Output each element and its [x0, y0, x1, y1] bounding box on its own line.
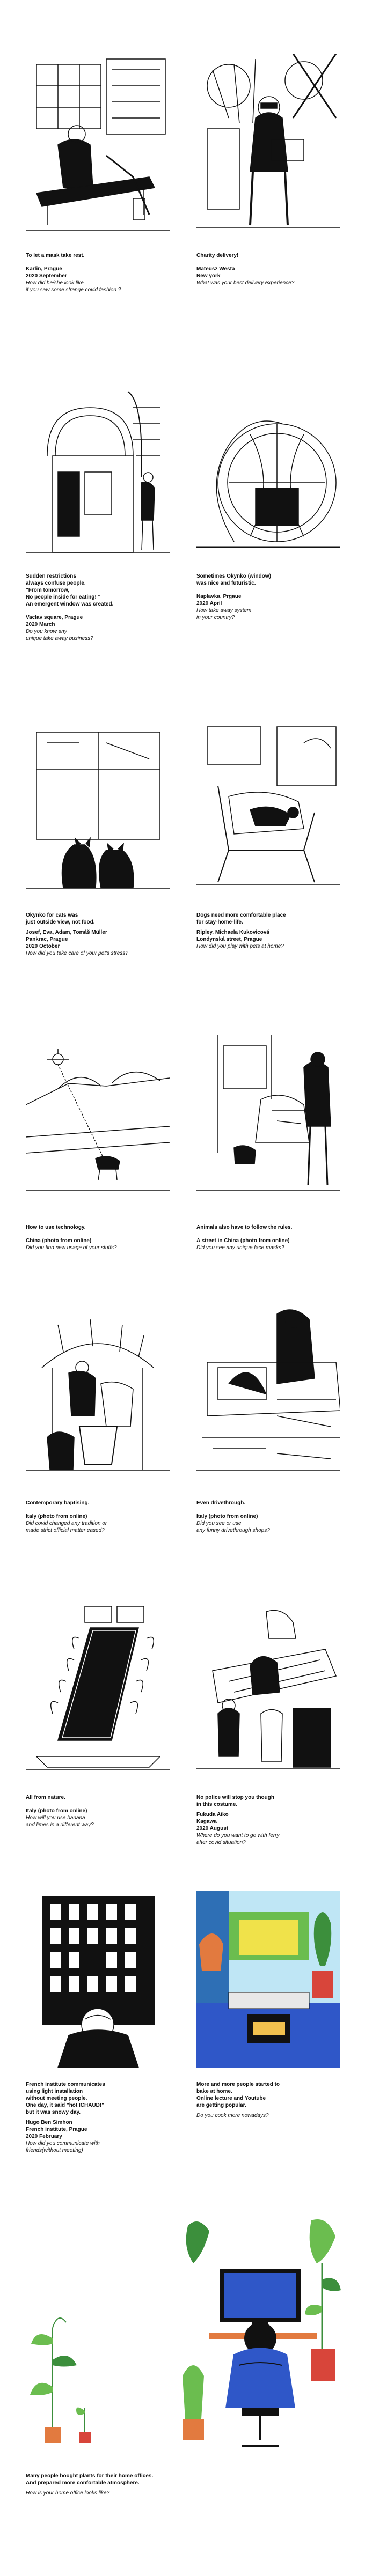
- card-question: How will you use banana and limes in a different way?: [26, 1815, 94, 1828]
- card-question: How take away system in your country?: [196, 608, 252, 621]
- card-title: Even drivethrough.: [196, 1500, 246, 1506]
- card-question: Did you see or use any funny drivethrough shops?: [196, 1520, 270, 1533]
- card-baking: [196, 2081, 340, 2119]
- card-ferry: [196, 1794, 340, 1846]
- card-meta: Italy (photo from online): [196, 1514, 258, 1519]
- card-title: To let a mask take rest.: [26, 253, 85, 259]
- card-meta: Josef, Eva, Adam, Tomáš Müller Pankrac, Prague 2020 October: [26, 929, 107, 949]
- illustration-futuristic-window: [196, 381, 340, 558]
- illustration-baptising: [26, 1303, 170, 1475]
- card-question: Did covid changed any tradition or made strict official matter eased?: [26, 1520, 107, 1533]
- card-meta: China (photo from online): [26, 1238, 92, 1244]
- illustration-dog-chair: [196, 721, 340, 893]
- card-question: Do you cook more nowadays?: [196, 2113, 269, 2119]
- illustration-animal-mask: [196, 1035, 340, 1199]
- card-drivethrough: [196, 1500, 340, 1534]
- card-question: Did you find new usage of your stuffs?: [26, 1245, 117, 1251]
- illustration-home-baking: [196, 1891, 340, 2068]
- card-title: No police will stop you though in this costume.: [196, 1795, 274, 1807]
- card-meta: A street in China (photo from online): [196, 1238, 290, 1244]
- illustration-ferry-costume: [196, 1601, 340, 1773]
- card-futuristic-window: [196, 573, 340, 621]
- card-mask-rest: [26, 252, 170, 293]
- card-meta: Fukuda Aiko Kagawa 2020 August: [196, 1812, 229, 1832]
- illustration-street-bench: [26, 54, 170, 235]
- card-meta: Karlin, Prague 2020 September: [26, 266, 67, 279]
- card-dogs: [196, 912, 340, 950]
- card-title: Sometimes Okynko (window) was nice and futuristic.: [196, 573, 271, 586]
- card-french-institute: [26, 2081, 170, 2154]
- card-cats: [26, 912, 170, 957]
- card-question: How did you play with pets at home?: [196, 943, 284, 949]
- illustration-charity-delivery: [196, 54, 340, 235]
- illustration-nature-table: [26, 1601, 170, 1773]
- card-meta: Naplavka, Prgaue 2020 April: [196, 594, 242, 607]
- card-question: Where do you want to go with ferry after covid situation?: [196, 1833, 280, 1846]
- card-title: Dogs need more comfortable place for stay-home-life.: [196, 912, 286, 925]
- card-nature: [26, 1794, 170, 1828]
- card-question: Did you see any unique face masks?: [196, 1245, 284, 1251]
- card-question: Do you know any unique take away business?: [26, 629, 93, 641]
- card-question: How did he/she look like if you saw some strange covid fashion ?: [26, 280, 121, 293]
- card-title: More and more people started to bake at home. Online lecture and Youtube are getting popular.: [196, 2082, 280, 2108]
- card-title: French institute communicates using light installation without meeting people. One day, it said "hot ICHAUD!" but it was snowy day.: [26, 2082, 105, 2115]
- card-charity-delivery: [196, 252, 340, 286]
- illustration-home-office: [177, 2215, 344, 2456]
- card-question: What was your best delivery experience?: [196, 280, 295, 286]
- card-question: How did you communicate with friends(without meeting): [26, 2140, 100, 2153]
- card-meta: Mateusz Westa New york: [196, 266, 235, 279]
- card-home-office: [26, 2472, 251, 2497]
- card-title: Many people bought plants for their home offices. And prepared more confortable atmosphere.: [26, 2473, 154, 2486]
- card-emergent-window: [26, 573, 170, 642]
- card-title: Okynko for cats was just outside view, not food.: [26, 912, 95, 925]
- card-question: How is your home office looks like?: [26, 2490, 110, 2496]
- card-title: Contemporary baptising.: [26, 1500, 90, 1506]
- card-title: Sudden restrictions always confuse people. "From tomorrow, No people inside for eating! " An emergent window was created.: [26, 573, 114, 607]
- card-title: Charity delivery!: [196, 253, 239, 259]
- card-meta: Italy (photo from online): [26, 1808, 87, 1814]
- card-technology: [26, 1224, 170, 1251]
- illustration-light-installation: [26, 1891, 170, 2068]
- illustration-drivethrough: [196, 1303, 340, 1475]
- illustration-plants-left: [26, 2306, 101, 2446]
- illustration-cats-window: [26, 721, 170, 893]
- card-meta: Hugo Ben Simhon French institute, Prague 2020 February: [26, 2120, 87, 2139]
- card-animals-rules: [196, 1224, 340, 1251]
- illustration-drone-dog: [26, 1035, 170, 1199]
- card-title: All from nature.: [26, 1795, 65, 1800]
- card-meta: Vaclav square, Prague 2020 March: [26, 615, 83, 628]
- card-title: How to use technology.: [26, 1224, 86, 1230]
- card-baptising: [26, 1500, 170, 1534]
- card-meta: Italy (photo from online): [26, 1514, 87, 1519]
- card-question: How did you take care of your pet's stress?: [26, 950, 128, 956]
- card-title: Animals also have to follow the rules.: [196, 1224, 293, 1230]
- illustration-emergent-window: [26, 381, 170, 558]
- card-meta: Ripley, Michaela Kukovicová Londynská street, Prague: [196, 929, 269, 942]
